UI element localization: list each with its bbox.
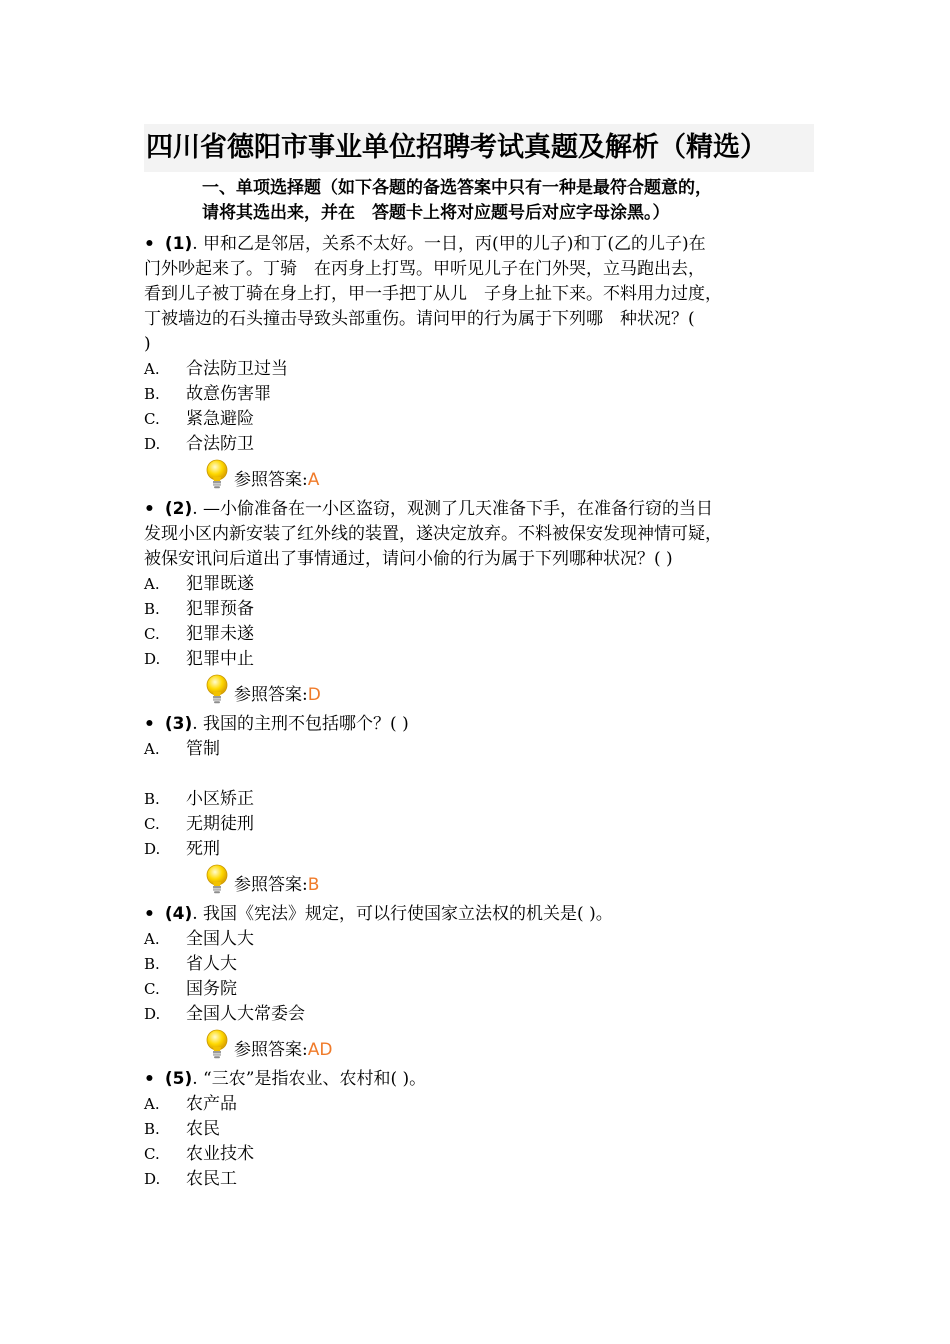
option-text: 省人大 [186,954,237,974]
reference-answer [144,672,814,706]
option-text: 农民 [186,1119,220,1139]
option-letter: D. [144,1005,161,1023]
option-b [144,382,814,407]
answer-label: 参照答案: [234,470,308,490]
option-b [144,952,814,977]
option-c [144,622,814,647]
option-b [144,1117,814,1142]
option-a [144,737,814,762]
question-text [144,712,814,737]
option-text: 小区矫正 [186,789,254,809]
question-text [144,232,814,357]
option-c [144,1142,814,1167]
question-3 [144,712,814,896]
option-text: 全国人大 [186,929,254,949]
option-text: 农业技术 [186,1144,254,1164]
question-line: 看到儿子被丁骑在身上打，甲一手把丁从儿 子身上扯下来。不料用力过度， [144,284,722,304]
question-line: . —小偷准备在一小区盗窃，观测了几天准备下手，在准备行窃的当日 [192,499,714,519]
option-letter: D. [144,840,161,858]
option-text: 犯罪未遂 [186,624,254,644]
question-line: 丁被墙边的石头撞击导致头部重伤。请问甲的行为属于下列哪 种状况？( [144,309,695,329]
option-letter: A. [144,575,160,593]
question-number: (3) [164,714,193,734]
option-text: 合法防卫过当 [186,359,288,379]
option-letter: B. [144,955,160,973]
spacer [144,762,814,787]
option-a [144,357,814,382]
option-text: 无期徒刑 [186,814,254,834]
option-letter: D. [144,1170,161,1188]
question-text [144,902,814,927]
question-text [144,1067,814,1092]
option-b [144,787,814,812]
option-text: 紧急避险 [186,409,254,429]
answer-value: AD [307,1040,333,1060]
option-letter: C. [144,625,160,643]
option-letter: C. [144,410,160,428]
question-number: (5) [164,1069,193,1089]
question-line: . 甲和乙是邻居，关系不太好。一日，丙(甲的儿子)和丁(乙的儿子)在 [192,234,706,254]
answer-label: 参照答案: [234,685,308,705]
section-heading-line-2: 请将其选出来，并在 答题卡上将对应题号后对应字母涂黑。） [202,203,670,223]
option-letter: D. [144,650,161,668]
option-letter: C. [144,980,160,998]
option-letter: B. [144,790,160,808]
option-a [144,572,814,597]
option-text: 农产品 [186,1094,237,1114]
question-1 [144,232,814,491]
question-line: ) [144,334,151,354]
option-d [144,647,814,672]
lightbulb-icon [204,864,230,896]
option-text: 合法防卫 [186,434,254,454]
bullet-icon: • [144,234,155,254]
reference-answer [144,862,814,896]
reference-answer [144,457,814,491]
bullet-icon: • [144,1069,155,1089]
option-a [144,1092,814,1117]
lightbulb-icon [204,459,230,491]
option-c [144,407,814,432]
option-text: 故意伤害罪 [186,384,271,404]
question-text [144,497,814,572]
question-number: (2) [164,499,193,519]
option-c [144,977,814,1002]
page-title: 四川省德阳市事业单位招聘考试真题及解析（精选） [144,124,814,172]
option-letter: A. [144,740,160,758]
answer-label: 参照答案: [234,875,308,895]
option-letter: A. [144,360,160,378]
option-letter: B. [144,385,160,403]
option-letter: C. [144,815,160,833]
question-number: (1) [164,234,193,254]
question-5 [144,1067,814,1192]
option-d [144,1167,814,1192]
option-text: 死刑 [186,839,220,859]
option-letter: B. [144,1120,160,1138]
option-c [144,812,814,837]
option-letter: C. [144,1145,160,1163]
question-4 [144,902,814,1061]
section-heading-line-1: 一、单项选择题（如下各题的备选答案中只有一种是最符合题意的， [202,178,712,198]
question-line: . “三农”是指农业、农村和( )。 [192,1069,427,1089]
question-line: 发现小区内新安装了红外线的装置，遂决定放弃。不料被保安发现神情可疑， [144,524,722,544]
answer-label: 参照答案: [234,1040,308,1060]
section-heading [144,176,814,226]
option-text: 犯罪预备 [186,599,254,619]
question-line: 门外吵起来了。丁骑 在丙身上打骂。甲听见儿子在门外哭，立马跑出去， [144,259,705,279]
option-text: 管制 [186,739,220,759]
option-d [144,1002,814,1027]
answer-value: B [307,875,320,895]
document-page [144,124,814,1192]
lightbulb-icon [204,674,230,706]
option-text: 农民工 [186,1169,237,1189]
bullet-icon: • [144,499,155,519]
option-letter: D. [144,435,161,453]
question-line: . 我国《宪法》规定，可以行使国家立法权的机关是( )。 [192,904,613,924]
question-line: . 我国的主刑不包括哪个？( ) [192,714,409,734]
bullet-icon: • [144,904,155,924]
option-d [144,432,814,457]
question-line: 被保安讯问后道出了事情通过，请问小偷的行为属于下列哪种状况？( ) [144,549,673,569]
answer-value: D [307,685,321,705]
lightbulb-icon [204,1029,230,1061]
option-letter: A. [144,930,160,948]
option-text: 犯罪中止 [186,649,254,669]
option-text: 全国人大常委会 [186,1004,305,1024]
question-2 [144,497,814,706]
reference-answer [144,1027,814,1061]
bullet-icon: • [144,714,155,734]
option-text: 国务院 [186,979,237,999]
option-letter: A. [144,1095,160,1113]
option-text: 犯罪既遂 [186,574,254,594]
option-d [144,837,814,862]
option-letter: B. [144,600,160,618]
option-b [144,597,814,622]
answer-value: A [307,470,320,490]
option-a [144,927,814,952]
question-number: (4) [164,904,193,924]
